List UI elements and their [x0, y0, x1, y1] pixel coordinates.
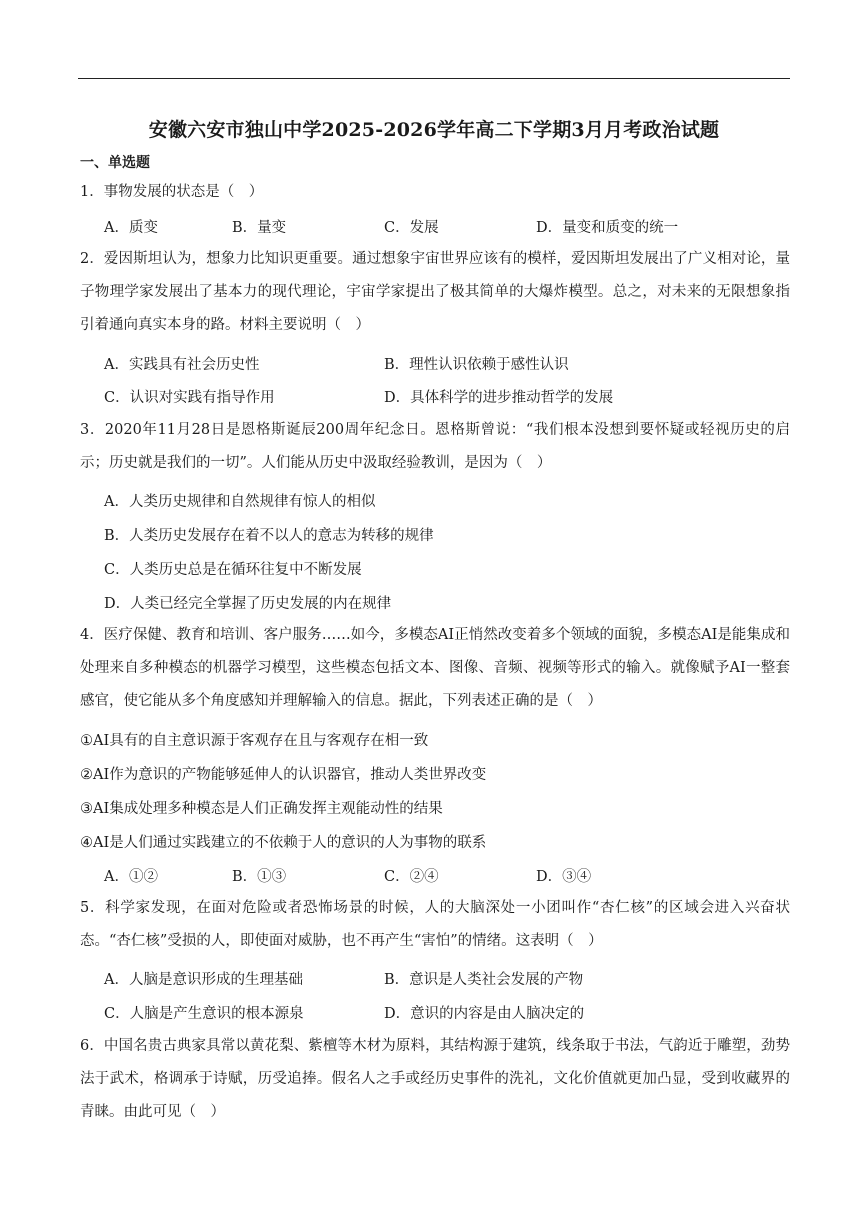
question-4-option-d[interactable]: D．③④ [536, 869, 592, 885]
question-4-statement-4: ④AI是人们通过实践建立的不依赖于人的意识的人为事物的联系 [80, 835, 487, 851]
question-5-stem: 5．科学家发现，在面对危险或者恐怖场景的时候，人的大脑深处一小团叫作“杏仁核”的区域会进入兴奋状态。“杏仁核”受损的人，即使面对威胁，也不再产生“害怕”的情绪。这表明（ ） [80, 900, 791, 949]
question-2-option-a[interactable]: A．实践具有社会历史性 [104, 357, 260, 373]
question-4-option-c[interactable]: C．②④ [384, 869, 439, 885]
question-2-stem: 2．爱因斯坦认为，想象力比知识更重要。通过想象宇宙世界应该有的模样，爱因斯坦发展出了广义相对论，量子物理学家发展出了基本力的现代理论，宇宙学家提出了极其简单的大爆炸模型。总之，对未来的无限想象指引着通向真实本身的路。材料主要说明（ ） [80, 251, 790, 333]
question-1-option-a[interactable]: A．质变 [104, 220, 158, 236]
question-3-option-d[interactable]: D．人类已经完全掌握了历史发展的内在规律 [104, 596, 392, 612]
section-heading: 一、单选题 [80, 155, 150, 171]
question-1-option-d[interactable]: D．量变和质变的统一 [536, 220, 679, 236]
question-5-option-d[interactable]: D．意识的内容是由人脑决定的 [384, 1006, 585, 1022]
question-5-option-a[interactable]: A．人脑是意识形成的生理基础 [104, 972, 303, 988]
question-1-option-b[interactable]: B．量变 [232, 220, 287, 236]
question-3-option-c[interactable]: C．人类历史总是在循环往复中不断发展 [104, 562, 362, 578]
question-2-option-d[interactable]: D．具体科学的进步推动哲学的发展 [384, 390, 614, 406]
question-5-option-b[interactable]: B．意识是人类社会发展的产物 [384, 972, 584, 988]
header-rule [78, 78, 790, 79]
question-4-statement-1: ①AI具有的自主意识源于客观存在且与客观存在相一致 [80, 733, 429, 749]
question-3-stem: 3．2020年11月28日是恩格斯诞辰200周年纪念日。恩格斯曾说：“我们根本没想到要怀疑或轻视历史的启示；历史就是我们的一切”。人们能从历史中汲取经验教训，是因为（ ） [80, 422, 790, 471]
question-4-stem: 4．医疗保健、教育和培训、客户服务……如今，多模态AI正悄然改变着多个领域的面貌，多模态AI是能集成和处理来自多种模态的机器学习模型，这些模态包括文本、图像、音频、视频等形式的输入。就像赋予AI一整套感官，使它能从多个角度感知并理解输入的信息。据此，下列表述正确的是（ ） [80, 627, 790, 709]
question-2-option-c[interactable]: C．认识对实践有指导作用 [104, 390, 275, 406]
question-1-option-c[interactable]: C．发展 [384, 220, 439, 236]
question-4-statement-3: ③AI集成处理多种模态是人们正确发挥主观能动性的结果 [80, 801, 443, 817]
question-4-statement-2: ②AI作为意识的产物能够延伸人的认识器官，推动人类世界改变 [80, 767, 487, 783]
question-3-option-b[interactable]: B．人类历史发展存在着不以人的意志为转移的规律 [104, 528, 434, 544]
question-2-option-b[interactable]: B．理性认识依赖于感性认识 [384, 357, 569, 373]
question-6-stem: 6．中国名贵古典家具常以黄花梨、紫檀等木材为原料，其结构源于建筑，线条取于书法，气韵近于雕塑，劲势法于武术，格调承于诗赋，历受追捧。假名人之手或经历史事件的洗礼，文化价值就更加凸显，受到收藏界的青睐。由此可见（ ） [80, 1038, 790, 1120]
question-1-stem: 1．事物发展的状态是（ ） [80, 184, 264, 200]
question-4-option-b[interactable]: B．①③ [232, 869, 287, 885]
question-5-option-c[interactable]: C．人脑是产生意识的根本源泉 [104, 1006, 304, 1022]
question-3-option-a[interactable]: A．人类历史规律和自然规律有惊人的相似 [104, 494, 376, 510]
question-4-option-a[interactable]: A．①② [104, 869, 158, 885]
page-title: 安徽六安市独山中学2025-2026学年高二下学期3月月考政治试题 [148, 119, 720, 141]
